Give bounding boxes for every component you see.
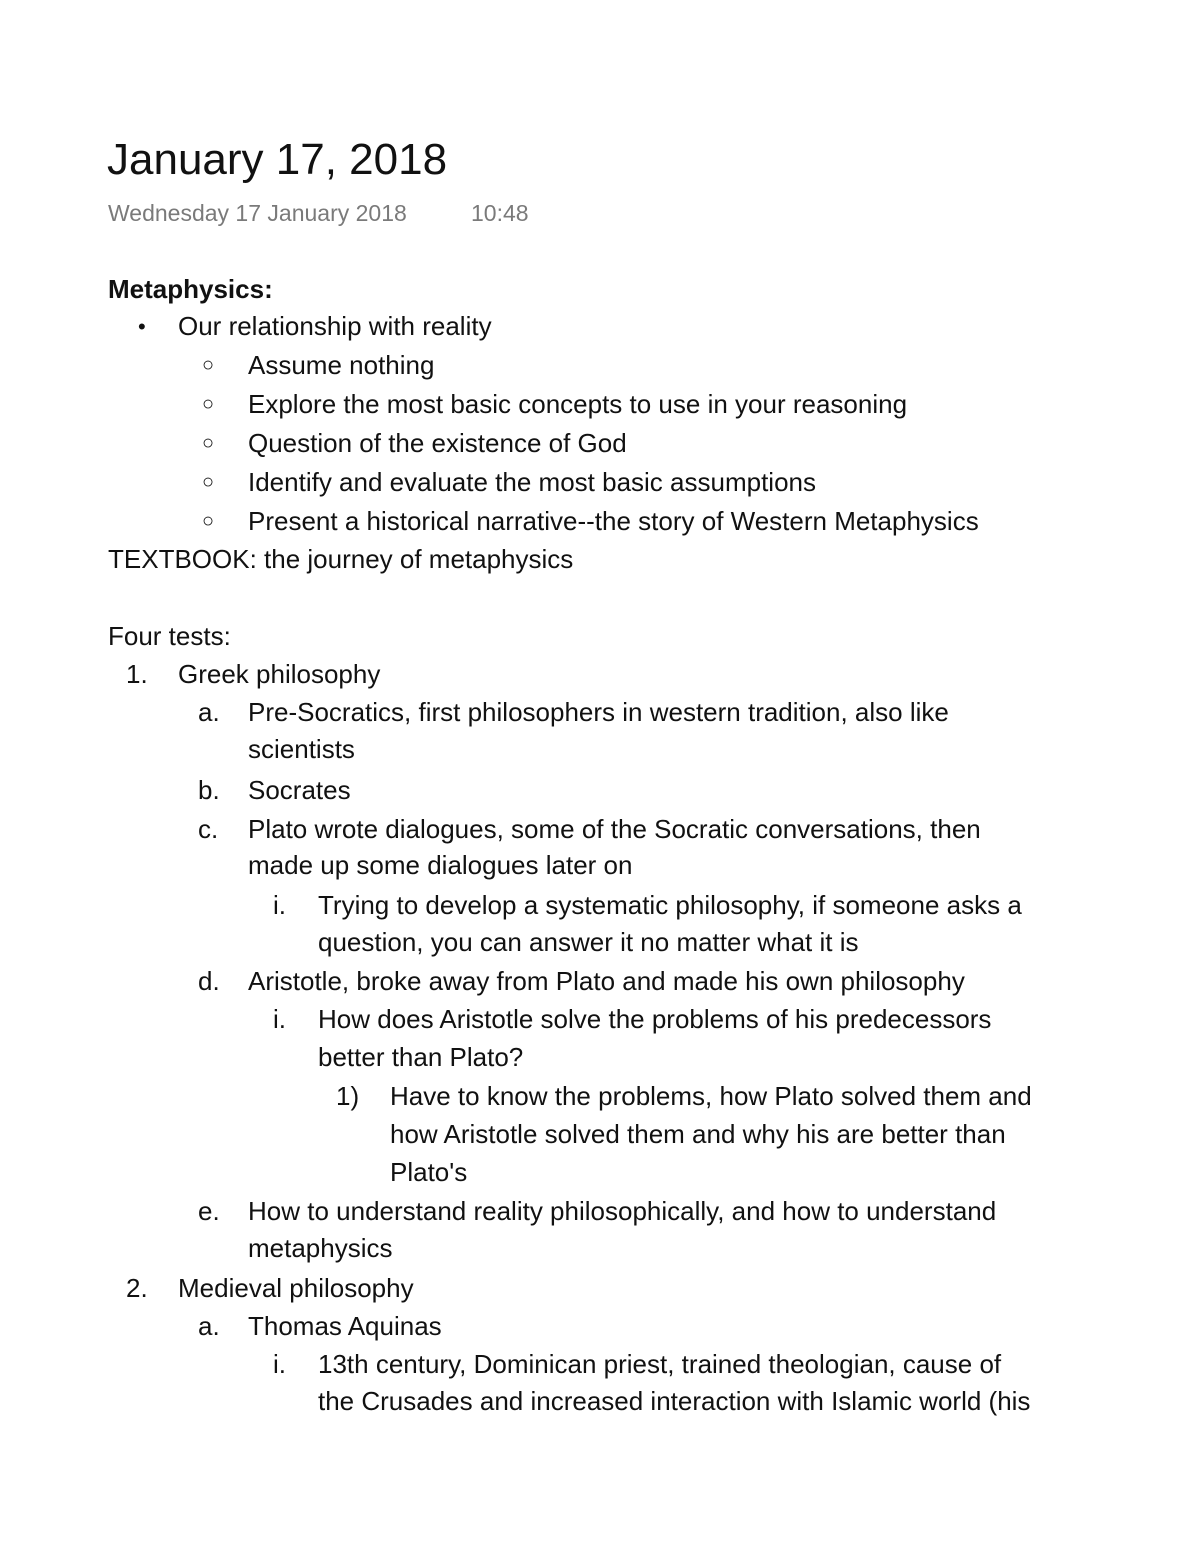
list-item-continuation: better than Plato? — [318, 1042, 524, 1072]
list-item: 13th century, Dominican priest, trained theologian, cause of — [318, 1349, 1002, 1379]
list-number: 1. — [126, 659, 148, 689]
textbook-line: TEXTBOOK: the journey of metaphysics — [108, 544, 574, 574]
note-time: 10:48 — [471, 200, 529, 226]
list-item: Pre-Socratics, first philosophers in western tradition, also like — [248, 697, 949, 727]
section-heading: Metaphysics: — [108, 274, 273, 304]
list-item-continuation: Plato's — [390, 1157, 468, 1187]
list-item: Have to know the problems, how Plato solved them and — [390, 1081, 1032, 1111]
circle-bullet-icon: ○ — [202, 510, 215, 532]
list-letter: a. — [198, 1311, 220, 1341]
note-date: Wednesday 17 January 2018 — [108, 200, 407, 226]
bullet-dot-icon: • — [138, 314, 146, 339]
list-item-continuation: made up some dialogues later on — [248, 850, 633, 880]
list-letter: b. — [198, 775, 220, 805]
list-item: Medieval philosophy — [178, 1273, 414, 1303]
list-item: How to understand reality philosophically, and how to understand — [248, 1196, 997, 1226]
list-item: Assume nothing — [248, 350, 435, 380]
list-roman: i. — [273, 890, 286, 920]
list-roman: i. — [273, 1004, 286, 1034]
page-title: January 17, 2018 — [107, 135, 448, 184]
list-item: Question of the existence of God — [248, 428, 627, 458]
list-item: Socrates — [248, 775, 351, 805]
list-letter: c. — [198, 814, 219, 844]
list-item: Identify and evaluate the most basic assumptions — [248, 467, 816, 497]
list-letter: e. — [198, 1196, 220, 1226]
list-item: Explore the most basic concepts to use in your reasoning — [248, 389, 908, 419]
list-item: Plato wrote dialogues, some of the Socratic conversations, then — [248, 814, 981, 844]
list-item: Aristotle, broke away from Plato and made his own philosophy — [248, 966, 965, 996]
page-bottom-clip — [0, 1418, 1200, 1553]
circle-bullet-icon: ○ — [202, 354, 215, 376]
list-number: 1) — [336, 1081, 360, 1111]
list-item-continuation: scientists — [248, 734, 355, 764]
list-item-continuation: the Crusades and increased interaction with Islamic world (his — [318, 1386, 1031, 1416]
list-item: Thomas Aquinas — [248, 1311, 442, 1341]
list-roman: i. — [273, 1349, 286, 1379]
four-tests-label: Four tests: — [108, 621, 231, 651]
list-item-continuation: how Aristotle solved them and why his are better than — [390, 1119, 1006, 1149]
circle-bullet-icon: ○ — [202, 393, 215, 415]
list-item: Trying to develop a systematic philosophy, if someone asks a — [318, 890, 1022, 920]
list-item: How does Aristotle solve the problems of his predecessors — [318, 1004, 992, 1034]
circle-bullet-icon: ○ — [202, 432, 215, 454]
note-timestamp — [108, 198, 529, 228]
list-item-continuation: metaphysics — [248, 1233, 393, 1263]
list-number: 2. — [126, 1273, 148, 1303]
list-item: Our relationship with reality — [178, 311, 492, 341]
list-item: Greek philosophy — [178, 659, 381, 689]
list-item: Present a historical narrative--the story of Western Metaphysics — [248, 506, 979, 536]
list-letter: a. — [198, 697, 220, 727]
circle-bullet-icon: ○ — [202, 471, 215, 493]
list-item-continuation: question, you can answer it no matter what it is — [318, 927, 859, 957]
list-letter: d. — [198, 966, 220, 996]
